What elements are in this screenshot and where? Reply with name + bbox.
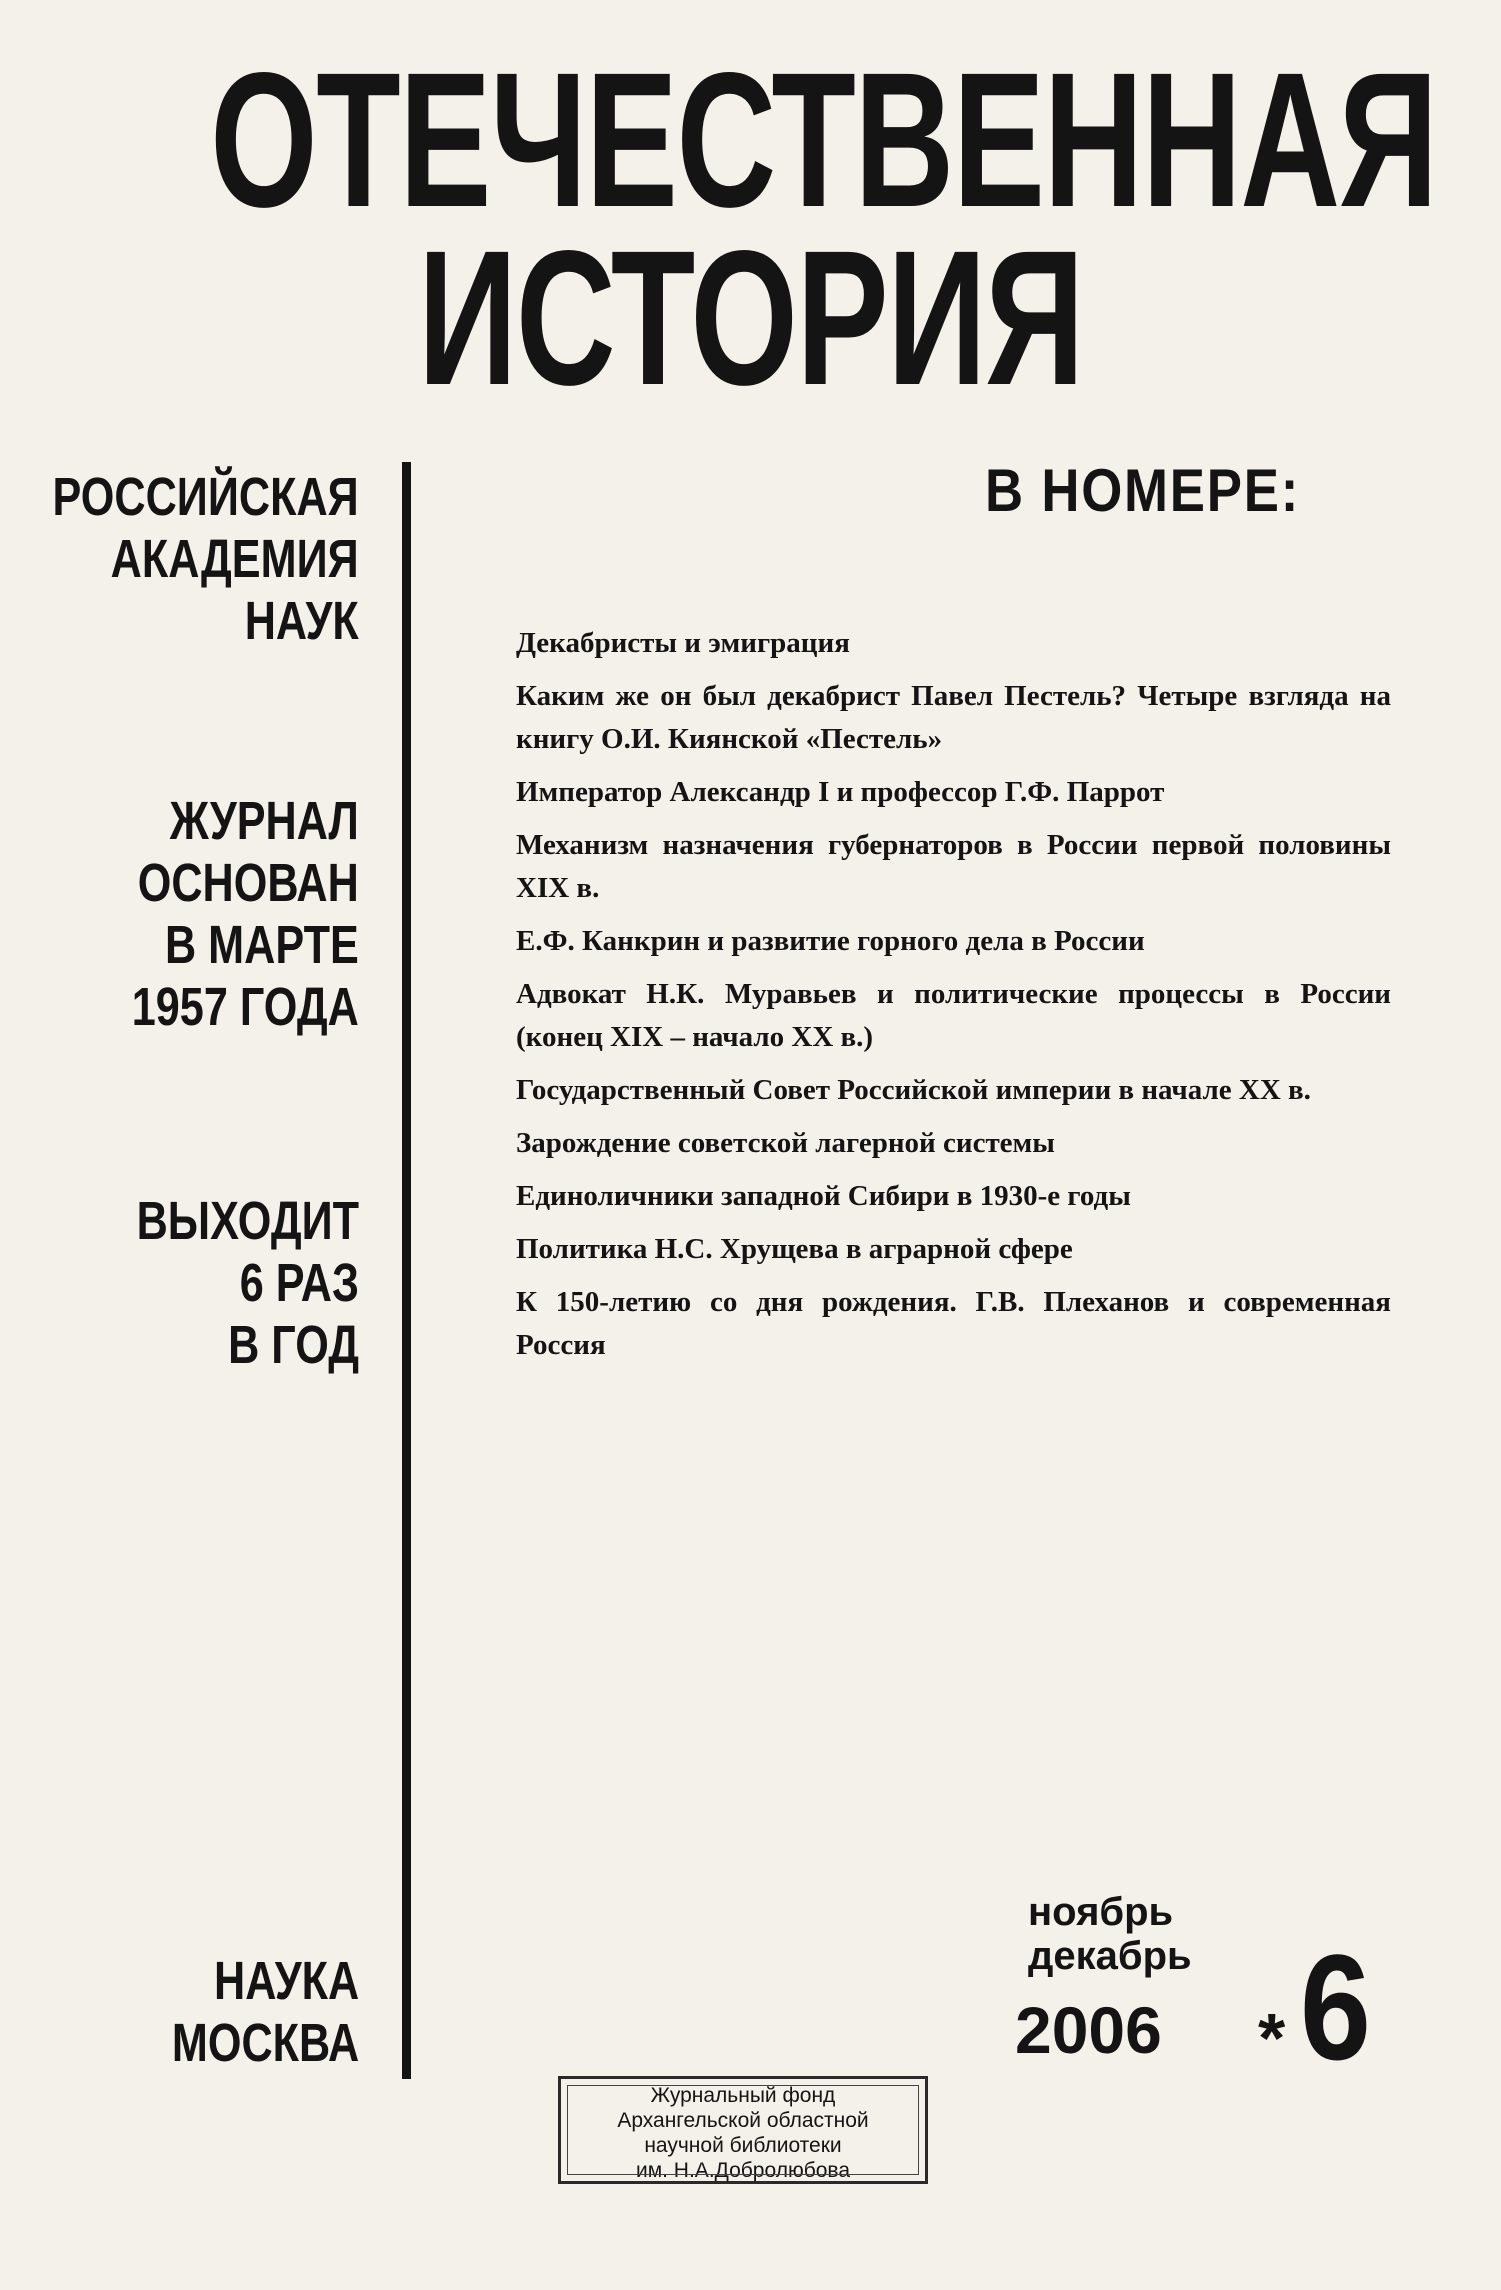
stamp-inner-border [567, 2085, 919, 2175]
issue-separator: * [1258, 1999, 1286, 2077]
founded-line: В МАРТЕ [165, 915, 359, 975]
issue-month-2: декабрь [1028, 1934, 1192, 1978]
library-stamp [558, 2076, 928, 2184]
founded-block [132, 790, 359, 1038]
toc-item: Механизм назначения губернаторов в России первой половины XIX в. [516, 829, 1391, 904]
frequency-line: В ГОД [228, 1315, 359, 1375]
academy-line: НАУК [245, 591, 359, 651]
frequency-line: ВЫХОДИТ [136, 1191, 359, 1251]
journal-title-line2: ИСТОРИЯ [417, 210, 1084, 425]
founded-line: ОСНОВАН [137, 853, 359, 913]
stamp-line: им. Н.А.Добролюбова [635, 2159, 851, 2182]
toc-item: Политика Н.С. Хрущева в аграрной сфере [516, 1233, 1073, 1265]
issue-month-1: ноябрь [1028, 1890, 1174, 1934]
frequency-block [137, 1190, 359, 1376]
publisher-block [172, 1950, 359, 2074]
toc-item: Зарождение советской лагерной системы [516, 1127, 1055, 1159]
founded-line: 1957 ГОДА [131, 977, 359, 1037]
toc-item: Каким же он был декабрист Павел Пестель? Четыре взгляда на книгу О.И. Киянской «Пестель» [516, 680, 1391, 755]
stamp-line: Архангельской областной [617, 2109, 869, 2132]
toc-item: Государственный Совет Российской империи в начале XX в. [516, 1074, 1311, 1106]
issue-number: 6 [1300, 1923, 1371, 2091]
academy-block [53, 466, 359, 652]
toc-item: Император Александр I и профессор Г.Ф. Паррот [516, 776, 1165, 808]
contents-heading: В НОМЕРЕ: [985, 457, 1301, 524]
journal-title-line1: ОТЕЧЕСТВЕННАЯ [210, 32, 1437, 247]
toc-item: Адвокат Н.К. Муравьев и политические процессы в России (конец XIX – начало XX в.) [516, 978, 1391, 1053]
publisher-line: НАУКА [213, 1951, 359, 2011]
toc-item: Декабристы и эмиграция [516, 627, 850, 659]
founded-line: ЖУРНАЛ [169, 791, 359, 851]
toc-item: Е.Ф. Канкрин и развитие горного дела в России [516, 925, 1145, 957]
academy-line: АКАДЕМИЯ [110, 529, 359, 589]
vertical-divider [402, 462, 411, 2079]
publisher-line: МОСКВА [171, 2013, 359, 2073]
frequency-line: 6 РАЗ [239, 1253, 359, 1313]
academy-line: РОССИЙСКАЯ [52, 467, 359, 527]
stamp-line: Журнальный фонд [650, 2084, 836, 2107]
stamp-line: научной библиотеки [644, 2134, 842, 2157]
issue-year: 2006 [1015, 1993, 1162, 2067]
table-of-contents [516, 622, 1391, 1367]
toc-item: Единоличники западной Сибири в 1930-е годы [516, 1180, 1131, 1212]
toc-item: К 150-летию со дня рождения. Г.В. Плеханов и современная Россия [516, 1286, 1391, 1361]
